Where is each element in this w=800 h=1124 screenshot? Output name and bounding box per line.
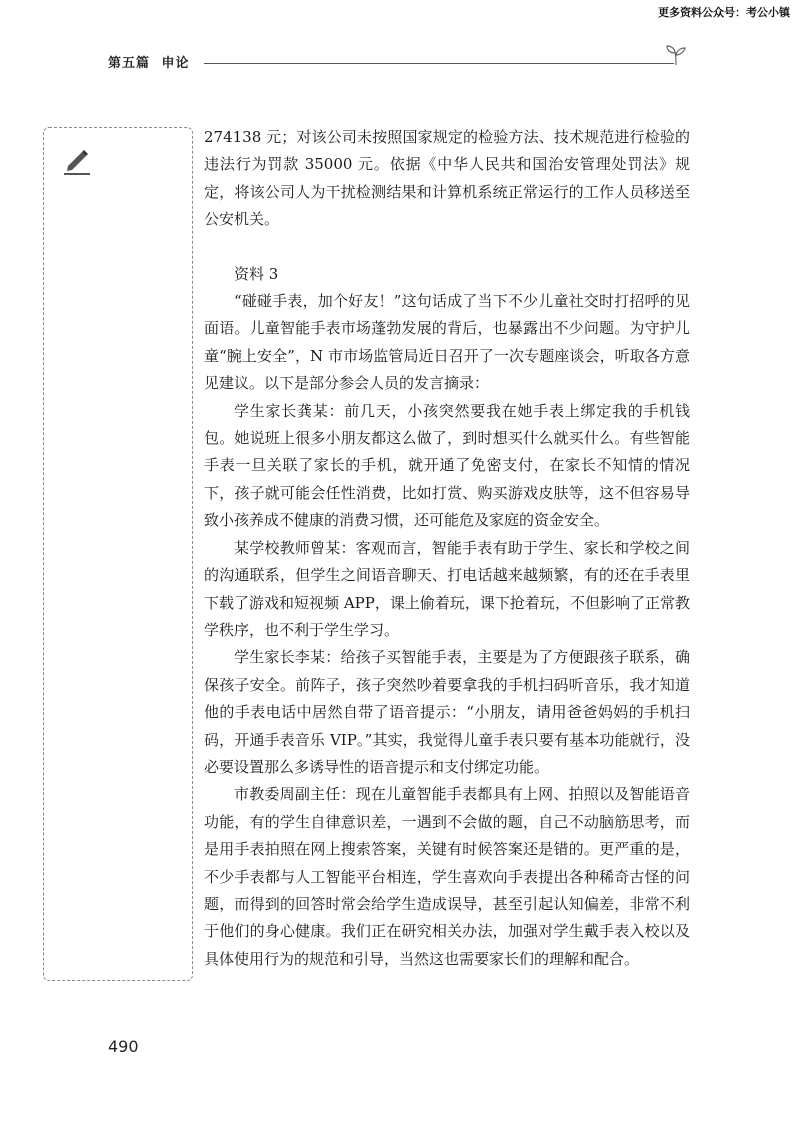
- paragraph: “碰碰手表，加个好友！”这句话成了当下不少儿童社交时打招呼的见面语。儿童智能手表市场蓬勃发展的背后，也暴露出不少问题。为守护儿童“腕上安全”，N 市市场监管局近日召开了一次专题座谈会，听取各方意见建议。以下是部分参会人员的发言摘录：: [204, 292, 690, 393]
- paragraph: 市教委周副主任：现在儿童智能手表都具有上网、拍照以及智能语音功能，有的学生自律意识差，一遇到不会做的题，自己不动脑筋思考，而是用手表拍照在网上搜索答案，关键有时候答案还是错的。更严重的是，不少手表都与人工智能平台相连，学生喜欢向手表提出各种稀奇古怪的问题，而得到的回答时常会给学生造成误导，甚至引起认知偏差，非常不利于他们的身心健康。我们正在研究相关办法，加强对学生戴手表入校以及具体使用行为的规范和引导，当然这也需要家长们的理解和配合。: [204, 785, 690, 968]
- sprout-icon: [664, 44, 688, 70]
- paragraph: 学生家长龚某：前几天，小孩突然要我在她手表上绑定我的手机钱包。她说班上很多小朋友都这么做了，到时想买什么就买什么。有些智能手表一旦关联了家长的手机，就开通了免密支付，在家长不知情的情况下，孩子就可能会任性消费，比如打赏、购买游戏皮肤等，这不但容易导致小孩养成不健康的消费习惯，还可能危及家庭的资金安全。: [204, 401, 690, 530]
- page-number: 490: [108, 1037, 139, 1056]
- watermark: 更多资料公众号：考公小镇: [658, 6, 790, 19]
- header-rule: [204, 63, 674, 64]
- page-header: [108, 50, 688, 74]
- paragraph: 274138 元；对该公司未按照国家规定的检验方法、技术规范进行检验的违法行为罚款 35000 元。依据《中华人民共和国治安管理处罚法》规定，将该公司人为干扰检测结果和计算机系统正常运行的工作人员移送至公安机关。: [204, 128, 690, 229]
- paragraph: 学生家长李某：给孩子买智能手表，主要是为了方便跟孩子联系，确保孩子安全。前阵子，孩子突然吵着要拿我的手机扫码听音乐，我才知道他的手表电话中居然自带了语音提示：“小朋友，请用爸爸妈妈的手机扫码，开通手表音乐 VIP。”其实，我觉得儿童手表只要有基本功能就行，没必要设置那么多诱导性的语音提示和支付绑定功能。: [204, 648, 690, 776]
- notes-box: [43, 127, 193, 981]
- section-title: 第五篇 申论: [108, 56, 190, 71]
- article-body: [204, 124, 690, 973]
- material-heading: 资料 3: [234, 264, 279, 283]
- pencil-icon: [60, 146, 94, 180]
- paragraph: 某学校教师曾某：客观而言，智能手表有助于学生、家长和学校之间的沟通联系，但学生之间语音聊天、打电话越来越频繁，有的还在手表里下载了游戏和短视频 APP，课上偷着玩，课下抢着玩，不但影响了正常教学秩序，也不利于学生学习。: [204, 538, 690, 639]
